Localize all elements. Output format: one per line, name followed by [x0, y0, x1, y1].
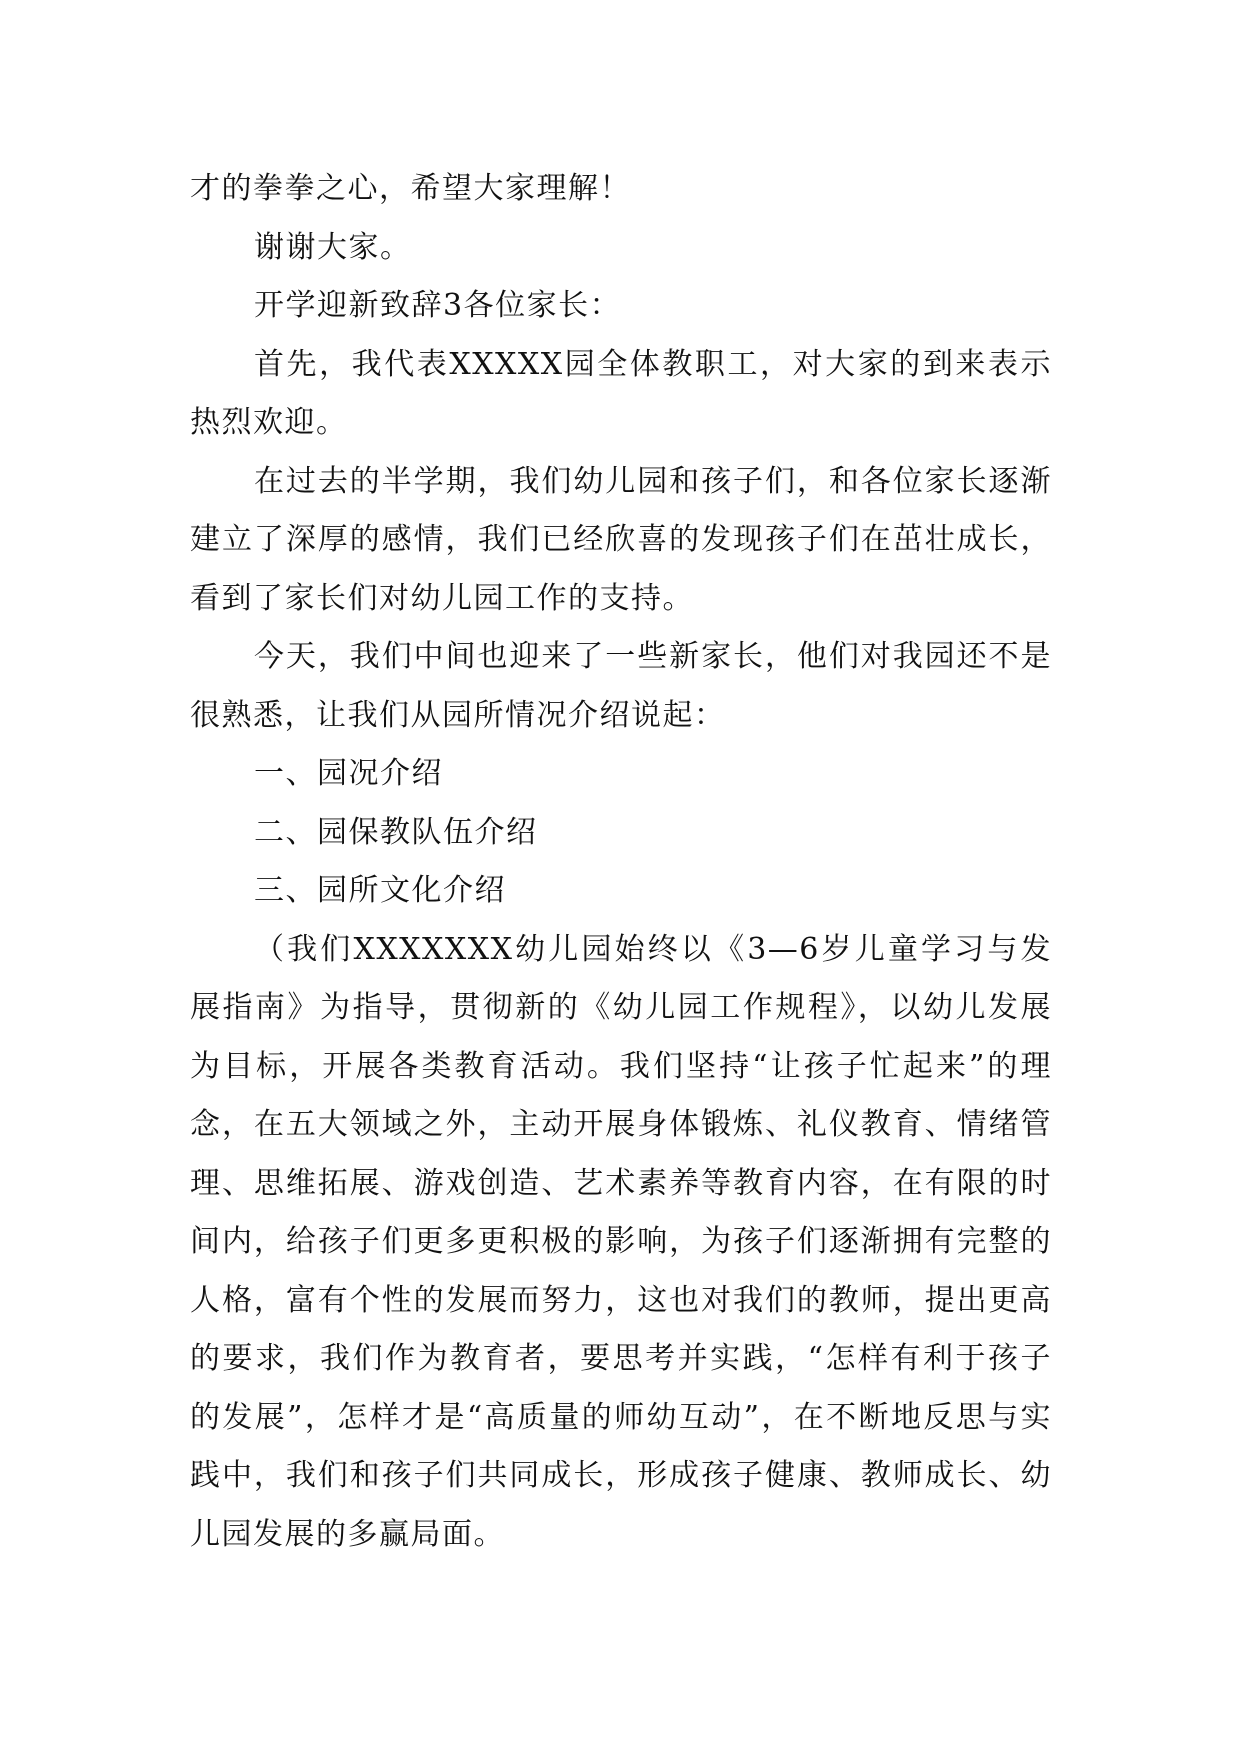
paragraph-welcome: 首先，我代表XXXXX园全体教职工，对大家的到来表示热烈欢迎。 — [190, 346, 1052, 440]
list-item-section-2: 二、园保教队伍介绍 — [254, 814, 538, 850]
document-body — [190, 160, 1052, 1564]
paragraph-new-parents: 今天，我们中间也迎来了一些新家长，他们对我园还不是很熟悉，让我们从园所情况介绍说起： — [190, 639, 1052, 733]
paragraph-continuation: 才的拳拳之心，希望大家理解！ — [190, 171, 631, 206]
paragraph-speech-title: 开学迎新致辞3各位家长： — [254, 288, 622, 323]
list-item-section-3: 三、园所文化介绍 — [254, 873, 506, 908]
list-item-section-1: 一、园况介绍 — [254, 756, 443, 791]
paragraph-thanks: 谢谢大家。 — [254, 229, 412, 265]
paragraph-culture-detail: （我们XXXXXXX幼儿园始终以《3—6岁儿童学习与发展指南》为指导，贯彻新的《幼儿园工作规程》，以幼儿发展为目标，开展各类教育活动。我们坚持“让孩子忙起来”的理念，在五大领域之外，主动开展身体锻炼、礼仪教育、情绪管理、思维拓展、游戏创造、艺术素养等教育内容，在有限的时间内，给孩子们更多更积极的影响，为孩子们逐渐拥有完整的人格，富有个性的发展而努力，这也对我们的教师，提出更高的要求，我们作为教育者，要思考并实践，“怎样有利于孩子的发展”，怎样才是“高质量的师幼互动”，在不断地反思与实践中，我们和孩子们共同成长，形成孩子健康、教师成长、幼儿园发展的多赢局面。 — [190, 931, 1052, 1552]
paragraph-past-semester: 在过去的半学期，我们幼儿园和孩子们，和各位家长逐渐建立了深厚的感情，我们已经欣喜的发现孩子们在茁壮成长，看到了家长们对幼儿园工作的支持。 — [190, 463, 1052, 616]
